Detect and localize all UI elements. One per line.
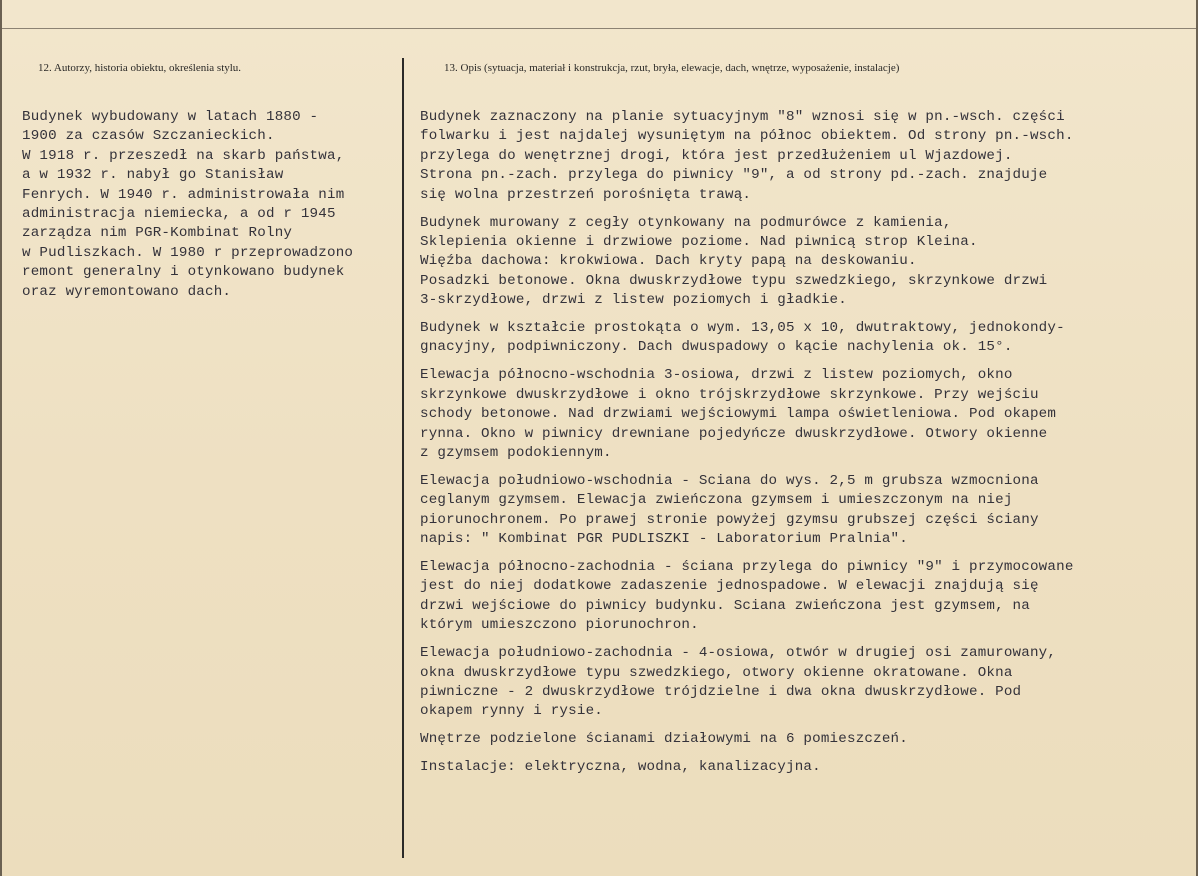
description-line: którym umieszczono piorunochron. [420, 617, 699, 634]
description-line: piwniczne - 2 dwuskrzydłowe trójdzielne i dwa okna dwuskrzydłowe. Pod [420, 683, 1022, 700]
history-line: w Pudliszkach. W 1980 r przeprowadzono [22, 244, 354, 261]
description-paragraph [420, 108, 1190, 205]
description-line: Posadzki betonowe. Okna dwuskrzydłowe typu szwedzkiego, skrzynkowe drzwi [420, 272, 1048, 289]
description-paragraph [420, 558, 1190, 636]
history-line: 1900 za czasów Szczanieckich. [22, 128, 275, 145]
description-line: Wnętrze podzielone ścianami działowymi na 6 pomieszczeń. [420, 731, 908, 748]
description-line: napis: " Kombinat PGR PUDLISZKI - Laboratorium Pralnia". [420, 531, 908, 548]
history-line: Budynek wybudowany w latach 1880 - [22, 109, 319, 125]
description-line: skrzynkowe dwuskrzydłowe i okno trójskrzydłowe skrzynkowe. Przy wejściu [420, 386, 1039, 403]
description-line: Budynek murowany z cegły otynkowany na podmurówce z kamienia, [420, 214, 952, 231]
history-line: remont generalny i otynkowano budynek [22, 264, 345, 281]
history-line: oraz wyremontowano dach. [22, 283, 232, 300]
description-text [420, 108, 1190, 786]
history-line: a w 1932 r. nabył go Stanisław [22, 167, 284, 184]
description-line: z gzymsem podokiennym. [420, 445, 612, 461]
description-line: Sklepienia okienne i drzwiowe poziome. Nad piwnicą strop Kleina. [420, 233, 978, 250]
section-12-header: 12. Autorzy, historia obiektu, określenia stylu. [38, 62, 242, 74]
description-line: piorunochronem. Po prawej stronie powyżej gzymsu grubszej części ściany [420, 511, 1039, 528]
description-line: Strona pn.-zach. przylega do piwnicy "9", a od strony pd.-zach. znajduje [420, 167, 1048, 184]
description-paragraph [420, 366, 1190, 463]
column-divider [402, 58, 404, 858]
description-line: Elewacja południowo-zachodnia - 4-osiowa, otwór w drugiej osi zamurowany, [420, 645, 1057, 662]
description-paragraph [420, 319, 1190, 358]
description-line: okapem rynny i rysie. [420, 703, 603, 720]
history-text [22, 108, 397, 302]
description-line: okna dwuskrzydłowe typu szwedzkiego, otwory okienne okratowane. Okna [420, 664, 1013, 681]
section-13-header: 13. Opis (sytuacja, materiał i konstrukcja, rzut, bryła, elewacje, dach, wnętrze, wyposażenie, instalacje) [444, 62, 900, 74]
description-line: Budynek zaznaczony na planie sytuacyjnym "8" wznosi się w pn.-wsch. części [420, 109, 1065, 125]
description-line: rynna. Okno w piwnicy drewniane pojedyńcze dwuskrzydłowe. Otwory okienne [420, 425, 1048, 442]
history-line: Fenrych. W 1940 r. administrowała nim [22, 186, 345, 203]
description-line: schody betonowe. Nad drzwiami wejściowymi lampa oświetleniowa. Pod okapem [420, 406, 1057, 423]
history-line: W 1918 r. przeszedł na skarb państwa, [22, 147, 345, 164]
description-line: Więźba dachowa: krokwiowa. Dach kryty papą na deskowaniu. [420, 253, 917, 270]
description-line: Elewacja południowo-wschodnia - Sciana do wys. 2,5 m grubsza wzmocniona [420, 472, 1039, 489]
description-line: ceglanym gzymsem. Elewacja zwieńczona gzymsem i umieszczonym na niej [420, 492, 1013, 509]
description-line: folwarku i jest najdalej wysuniętym na północ obiektem. Od strony pn.-wsch. [420, 128, 1074, 145]
history-line: zarządza nim PGR-Kombinat Rolny [22, 225, 293, 242]
description-line: Instalacje: elektryczna, wodna, kanalizacyjna. [420, 759, 821, 776]
description-line: gnacyjny, podpiwniczony. Dach dwuspadowy o kącie nachylenia ok. 15°. [420, 339, 1013, 356]
description-line: Elewacja północno-wschodnia 3-osiowa, drzwi z listew poziomych, okno [420, 367, 1013, 384]
top-rule [2, 28, 1196, 29]
description-paragraph [420, 644, 1190, 722]
description-line: drzwi wejściowe do piwnicy budynku. Sciana zwieńczona jest gzymsem, na [420, 597, 1030, 614]
description-line: jest do niej dodatkowe zadaszenie jednospadowe. W elewacji znajdują się [420, 578, 1039, 595]
description-line: się wolna przestrzeń porośnięta trawą. [420, 186, 752, 203]
description-line: 3-skrzydłowe, drzwi z listew poziomych i gładkie. [420, 292, 847, 309]
description-line: Budynek w kształcie prostokąta o wym. 13,05 x 10, dwutraktowy, jednokondy- [420, 320, 1065, 337]
history-line: administracja niemiecka, a od r 1945 [22, 206, 336, 223]
description-line: przylega do wenętrznej drogi, która jest przedłużeniem ul Wjazdowej. [420, 147, 1013, 164]
description-line: Elewacja północno-zachodnia - ściana przylega do piwnicy "9" i przymocowane [420, 559, 1074, 576]
description-paragraph [420, 472, 1190, 550]
description-paragraph [420, 214, 1190, 311]
description-paragraph [420, 730, 1190, 749]
description-paragraph [420, 758, 1190, 777]
